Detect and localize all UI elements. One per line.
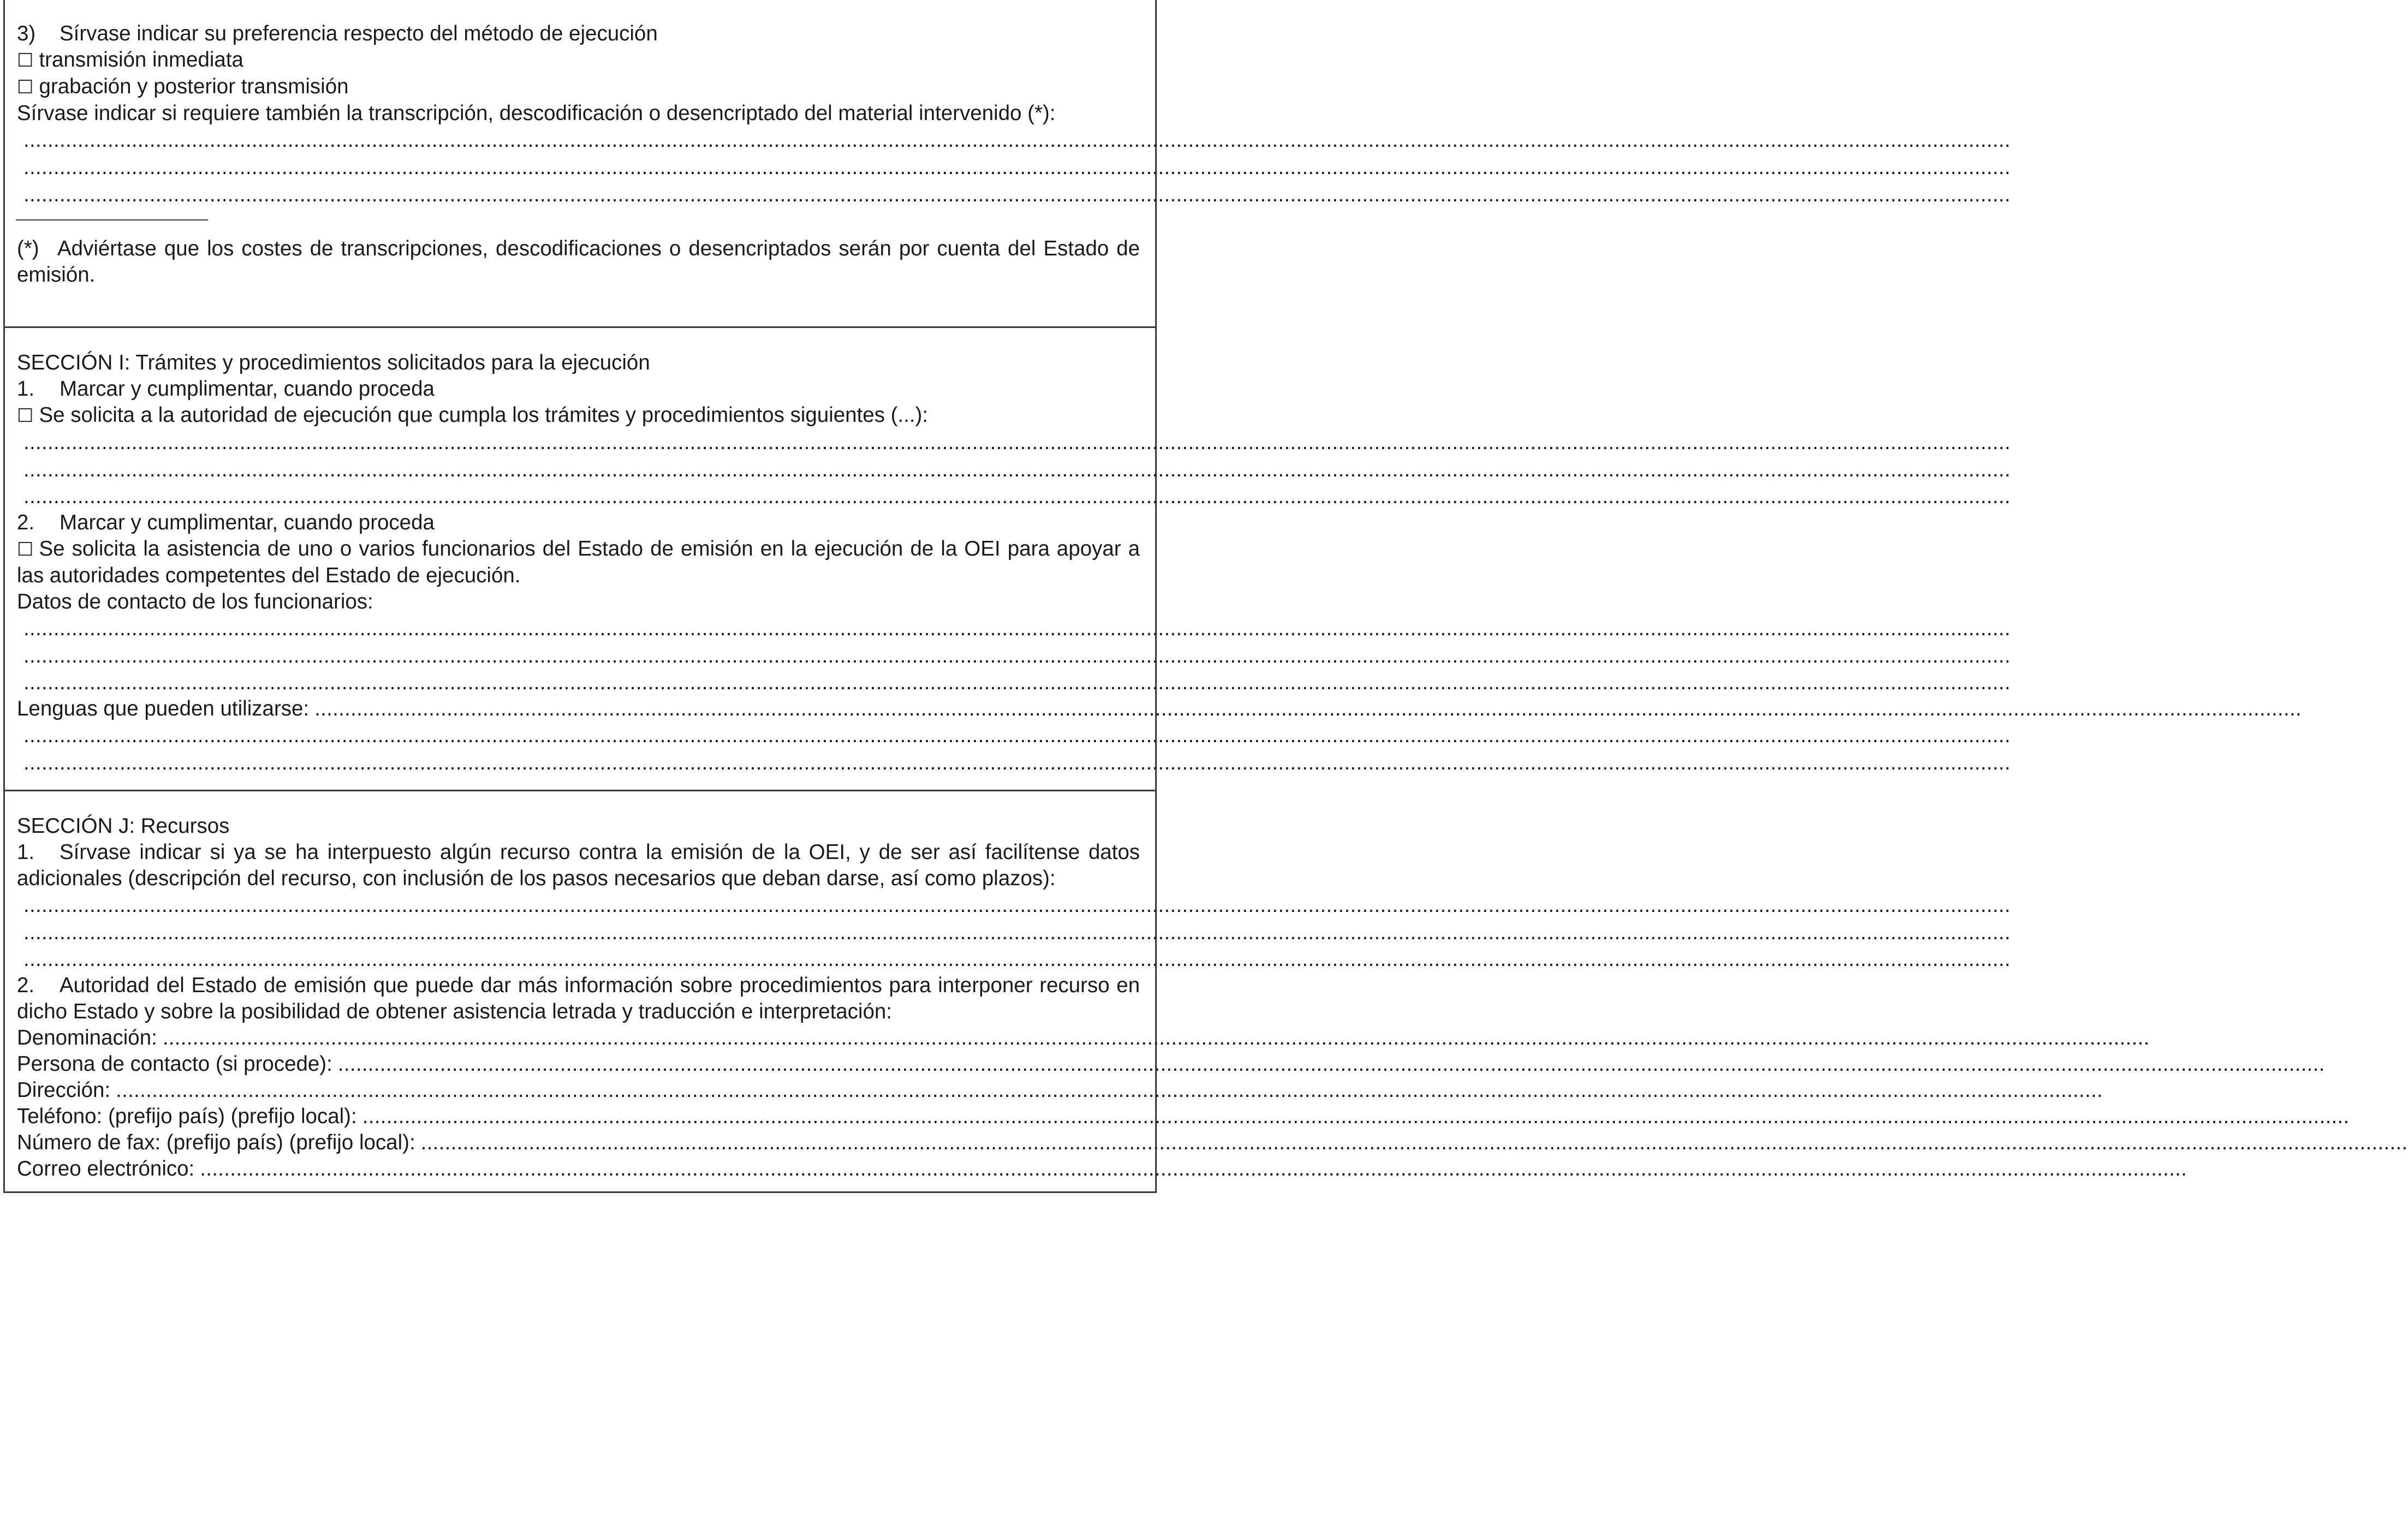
field-label: Persona de contacto (si procede):: [17, 1052, 332, 1076]
item-text: Sírvase indicar si ya se ha interpuesto algún recurso contra la emisión de la OEI, y de ser así facilítense datos adicionales (descripción del recurso, con inclusión de los pasos necesarios que deban darse, así como plazos):: [17, 840, 1140, 890]
fill-line[interactable]: ...........................................................................................................................................................................................................................................................................................................................................: [23, 724, 2011, 747]
fill-line[interactable]: ...........................................................................................................................................................................................................................................................................................................................................: [23, 617, 2011, 640]
option-recording-transmission[interactable]: [17, 74, 1140, 100]
fill-line[interactable]: ...........................................................................................................................................................................................................................................................................................................................................: [23, 751, 2011, 774]
field-label: Lenguas que pueden utilizarse:: [17, 697, 310, 720]
section-j-title: SECCIÓN J: Recursos: [17, 814, 230, 838]
contact-person-field: [17, 1051, 2325, 1077]
section-i-item-2-heading: [17, 510, 1140, 536]
contact-details-label: Datos de contacto de los funcionarios:: [17, 590, 373, 613]
field-fill[interactable]: ...........................................................................................................................................................................................................................................................................................................................................: [116, 1078, 2103, 1102]
option-label: Se solicita la asistencia de uno o varios funcionarios del Estado de emisión en la ejecución de la OEI para apoyar a las autoridades competentes del Estado de ejecución.: [17, 537, 1140, 587]
checkbox-icon[interactable]: ☐: [17, 405, 34, 427]
footnote: [17, 236, 1140, 288]
field-fill[interactable]: ...........................................................................................................................................................................................................................................................................................................................................: [162, 1026, 2150, 1049]
field-label: Teléfono: (prefijo país) (prefijo local):: [17, 1105, 357, 1128]
section-j: [3, 791, 2408, 1193]
item-3-heading: [17, 21, 1140, 47]
option-label: grabación y posterior transmisión: [39, 75, 349, 98]
fill-line[interactable]: ...........................................................................................................................................................................................................................................................................................................................................: [23, 458, 2011, 481]
field-fill[interactable]: ...........................................................................................................................................................................................................................................................................................................................................: [362, 1105, 2350, 1128]
option-label: Se solicita a la autoridad de ejecución que cumpla los trámites y procedimientos siguientes (...):: [39, 403, 929, 427]
option-procedures-request[interactable]: [17, 402, 1140, 429]
form-page: [3, 0, 2408, 1193]
fill-line[interactable]: ...........................................................................................................................................................................................................................................................................................................................................: [23, 156, 2011, 179]
authority-name-field: [17, 1025, 2150, 1051]
fill-line[interactable]: ...........................................................................................................................................................................................................................................................................................................................................: [23, 485, 2011, 508]
checkbox-icon[interactable]: ☐: [17, 539, 34, 560]
item-text: Marcar y cumplimentar, cuando proceda: [60, 377, 435, 401]
languages-field: [17, 696, 2302, 722]
address-field: [17, 1077, 2103, 1104]
item-3-text: Sírvase indicar su preferencia respecto del método de ejecución: [60, 22, 658, 45]
field-fill[interactable]: ...........................................................................................................................................................................................................................................................................................................................................: [337, 1052, 2325, 1076]
item-number: 1.: [17, 377, 35, 401]
item-number: 3): [17, 22, 36, 45]
footnote-marker: (*): [17, 237, 39, 260]
section-j-item-2: [17, 973, 1140, 1025]
fill-line[interactable]: ...........................................................................................................................................................................................................................................................................................................................................: [23, 431, 2011, 454]
section-i: [3, 328, 2302, 791]
phone-field: [17, 1104, 2350, 1130]
field-label: Número de fax: (prefijo país) (prefijo local):: [17, 1131, 415, 1154]
option-label: transmisión inmediata: [39, 48, 243, 71]
item-text: Autoridad del Estado de emisión que puede dar más información sobre procedimientos para interponer recurso en dicho Estado y sobre la posibilidad de obtener asistencia letrada y traducción e interpretación:: [17, 974, 1140, 1023]
field-fill[interactable]: ...........................................................................................................................................................................................................................................................................................................................................: [314, 697, 2302, 720]
field-label: Dirección:: [17, 1078, 111, 1102]
section-i-title: SECCIÓN I: Trámites y procedimientos solicitados para la ejecución: [17, 351, 650, 374]
section-i-item-1-heading: [17, 376, 1140, 402]
option-immediate-transmission[interactable]: [17, 47, 1140, 74]
section-j-item-1: [17, 839, 1140, 892]
field-label: Correo electrónico:: [17, 1157, 195, 1180]
email-field: [17, 1156, 2187, 1182]
footnote-separator: [16, 219, 208, 220]
fill-line[interactable]: ...........................................................................................................................................................................................................................................................................................................................................: [23, 183, 2011, 206]
transcription-request-label: Sírvase indicar si requiere también la transcripción, descodificación o desencriptado del material intervenido (*):: [17, 102, 1056, 125]
fax-field: [17, 1130, 2408, 1156]
item-text: Marcar y cumplimentar, cuando proceda: [60, 511, 435, 534]
item-number: 2.: [17, 974, 35, 997]
fill-line[interactable]: ...........................................................................................................................................................................................................................................................................................................................................: [23, 947, 2011, 971]
field-label: Denominación:: [17, 1026, 157, 1049]
option-officials-assistance[interactable]: [17, 536, 1140, 589]
footnote-text: Adviértase que los costes de transcripciones, descodificaciones o desencriptados serán por cuenta del Estado de emisión.: [17, 237, 1140, 287]
item-number: 1.: [17, 840, 35, 864]
fill-line[interactable]: ...........................................................................................................................................................................................................................................................................................................................................: [23, 128, 2011, 152]
field-fill[interactable]: ...........................................................................................................................................................................................................................................................................................................................................: [200, 1157, 2187, 1180]
field-fill[interactable]: ...........................................................................................................................................................................................................................................................................................................................................: [420, 1131, 2408, 1154]
checkbox-icon[interactable]: ☐: [17, 76, 34, 98]
checkbox-icon[interactable]: ☐: [17, 50, 34, 71]
section-h-continuation: [3, 0, 2011, 328]
fill-line[interactable]: ...........................................................................................................................................................................................................................................................................................................................................: [23, 671, 2011, 694]
fill-line[interactable]: ...........................................................................................................................................................................................................................................................................................................................................: [23, 921, 2011, 944]
item-number: 2.: [17, 511, 35, 534]
fill-line[interactable]: ...........................................................................................................................................................................................................................................................................................................................................: [23, 644, 2011, 667]
fill-line[interactable]: ...........................................................................................................................................................................................................................................................................................................................................: [23, 893, 2011, 917]
